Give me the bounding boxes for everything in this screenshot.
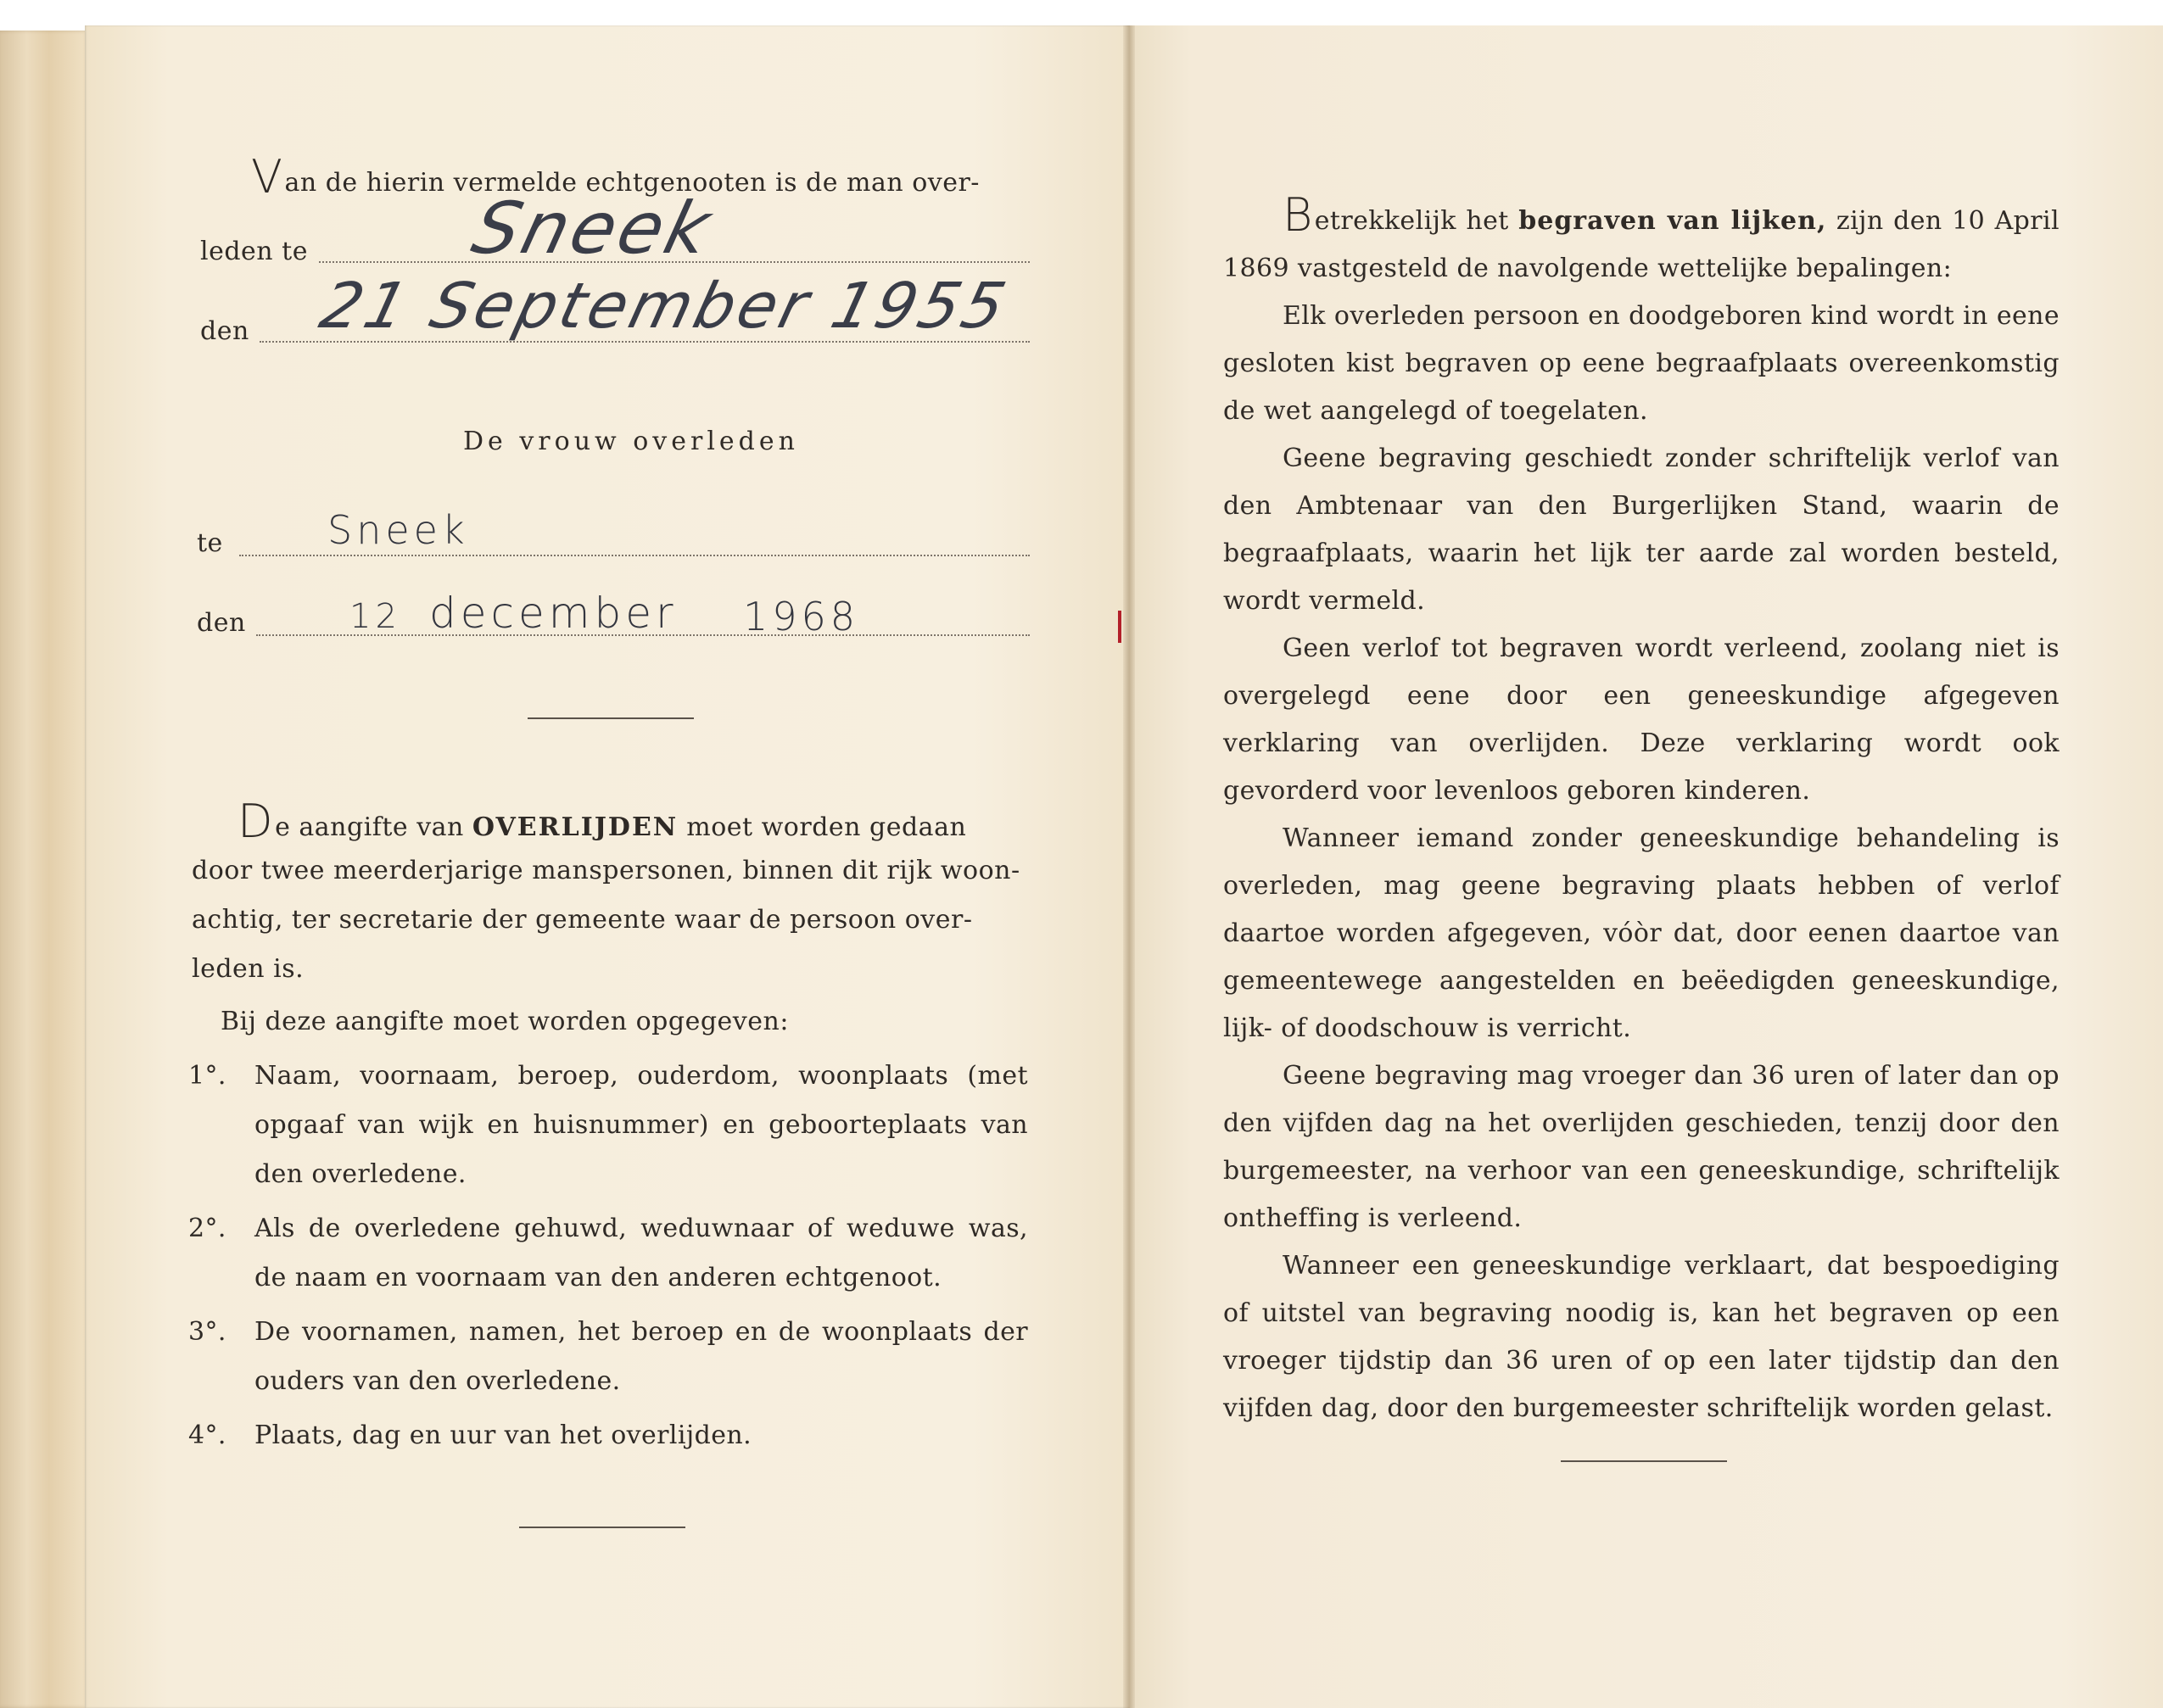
aangifte-line-1: De aangifte van OVERLIJDEN moet worden gedaan bbox=[238, 795, 967, 848]
man-place-handwritten: Sneek bbox=[464, 187, 722, 270]
page-gutter bbox=[1123, 25, 1135, 1708]
wife-date-label: den bbox=[197, 608, 246, 638]
divider bbox=[1561, 1460, 1727, 1462]
red-mark bbox=[1118, 611, 1121, 643]
list-item: 4°. Plaats, dag en uur van het overlijden. bbox=[188, 1421, 752, 1450]
man-date-handwritten: 21 September 1955 bbox=[313, 270, 1016, 343]
divider bbox=[519, 1527, 685, 1528]
man-date-label: den bbox=[200, 316, 249, 346]
aangifte-line-2: door twee meerderjarige manspersonen, binnen dit rijk woon- bbox=[192, 856, 1020, 885]
booklet-edge bbox=[0, 31, 89, 1708]
wife-heading: De vrouw overleden bbox=[463, 427, 799, 456]
paragraph: Geen verlof tot begraven wordt verleend, zoolang niet is overgelegd eene door een geneeskundige afgegeven verklaring van overlijden. Deze verklaring wordt ook gevorderd voor levenloos geboren kinderen. bbox=[1223, 634, 2060, 806]
list-item: 3°. De voornamen, namen, het beroep en de woonplaats der ouders van den overledene. bbox=[188, 1317, 1028, 1396]
paragraph: Wanneer iemand zonder geneeskundige behandeling is overleden, mag geene begraving plaats hebben of verlof daartoe worden afgegeven, vóòr dat, door eenen daartoe van gemeentewege aangestelden en beëedigden geneeskundige, lijk- of doodschouw is verricht. bbox=[1223, 823, 2060, 1043]
divider bbox=[528, 717, 694, 719]
intro-paragraph: Betrekkelijk het begraven van lijken, zijn den 10 April 1869 vastgesteld de navolgende wettelijke bepalingen: bbox=[1223, 188, 2060, 283]
paragraph: Geene begraving mag vroeger dan 36 uren of later dan op den vijfden dag na het overlijden geschieden, tenzij door den burgemeester, na verhoor van een geneeskundige, schriftelijk ontheffing is verleend. bbox=[1223, 1061, 2060, 1233]
aangifte-line-3: achtig, ter secretarie der gemeente waar de persoon over- bbox=[192, 905, 973, 935]
aangifte-line-5: Bij deze aangifte moet worden opgegeven: bbox=[221, 1007, 789, 1036]
paragraph: Elk overleden persoon en doodgeboren kind wordt in eene gesloten kist begraven op eene begraafplaats overeenkomstig de wet aangelegd of toegelaten. bbox=[1223, 301, 2060, 426]
wife-date-month: december bbox=[429, 589, 678, 638]
paragraph: Wanneer een geneeskundige verklaart, dat bespoediging of uitstel van begraving noodig is, kan het begraven op een vroeger tijdstip dan 36 uren of op een later tijdstip dan den vijfden dag, door den burgemeester schriftelijk worden gelast. bbox=[1223, 1251, 2060, 1423]
list-item: 1°. Naam, voornaam, beroep, ouderdom, woonplaats (met opgaaf van wijk en huisnummer) en geboorteplaats van den overledene. bbox=[188, 1061, 1028, 1189]
wife-place-line bbox=[239, 555, 1030, 556]
list-item: 2°. Als de overledene gehuwd, weduwnaar of weduwe was, de naam en voornaam van den anderen echtgenoot. bbox=[188, 1214, 1028, 1292]
burial-regulations bbox=[1223, 188, 2060, 1432]
intro-line-1: Van de hierin vermelde echtgenooten is de man over- bbox=[251, 150, 980, 204]
man-place-label: leden te bbox=[200, 237, 308, 266]
wife-place-label: te bbox=[197, 528, 223, 558]
requirements-list bbox=[188, 1052, 1028, 1460]
wife-date-day: 12 bbox=[349, 597, 401, 636]
wife-place-handwritten: Sneek bbox=[327, 507, 469, 553]
wife-date-year: 1968 bbox=[743, 594, 860, 639]
paragraph: Geene begraving geschiedt zonder schriftelijk verlof van den Ambtenaar van den Burgerlijken Stand, waarin de begraafplaats, waarin het lijk ter aarde zal worden besteld, wordt vermeld. bbox=[1223, 444, 2060, 616]
aangifte-line-4: leden is. bbox=[192, 954, 305, 984]
